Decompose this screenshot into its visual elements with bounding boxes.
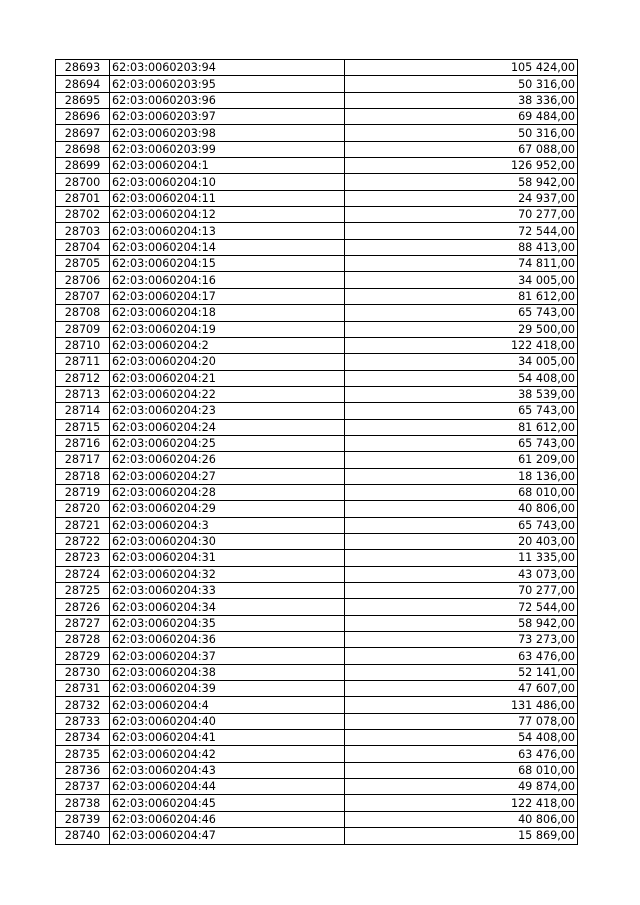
row-number-cell: 28730 <box>56 664 110 680</box>
cadastral-number-cell: 62:03:0060204:38 <box>110 664 345 680</box>
table-row <box>56 517 578 533</box>
cadastral-number-cell: 62:03:0060204:1 <box>110 158 345 174</box>
cadastral-number-cell: 62:03:0060204:35 <box>110 615 345 631</box>
value-cell: 20 403,00 <box>345 533 578 549</box>
cadastral-number-cell: 62:03:0060204:33 <box>110 583 345 599</box>
table-row <box>56 681 578 697</box>
row-number-cell: 28727 <box>56 615 110 631</box>
row-number-cell: 28716 <box>56 435 110 451</box>
table-row <box>56 354 578 370</box>
row-number-cell: 28704 <box>56 239 110 255</box>
cadastral-number-cell: 62:03:0060203:98 <box>110 125 345 141</box>
cadastral-number-cell: 62:03:0060204:31 <box>110 550 345 566</box>
row-number-cell: 28711 <box>56 354 110 370</box>
row-number-cell: 28697 <box>56 125 110 141</box>
value-cell: 58 942,00 <box>345 615 578 631</box>
table-row <box>56 730 578 746</box>
value-cell: 126 952,00 <box>345 158 578 174</box>
row-number-cell: 28722 <box>56 533 110 549</box>
table-row <box>56 664 578 680</box>
cadastral-value-table <box>55 59 578 845</box>
cadastral-number-cell: 62:03:0060204:2 <box>110 337 345 353</box>
row-number-cell: 28707 <box>56 288 110 304</box>
cadastral-number-cell: 62:03:0060204:28 <box>110 484 345 500</box>
table-row <box>56 76 578 92</box>
value-cell: 131 486,00 <box>345 697 578 713</box>
table-row <box>56 599 578 615</box>
cadastral-number-cell: 62:03:0060204:20 <box>110 354 345 370</box>
cadastral-number-cell: 62:03:0060204:29 <box>110 501 345 517</box>
cadastral-number-cell: 62:03:0060204:11 <box>110 190 345 206</box>
cadastral-number-cell: 62:03:0060204:26 <box>110 452 345 468</box>
table-row <box>56 60 578 76</box>
row-number-cell: 28734 <box>56 730 110 746</box>
cadastral-number-cell: 62:03:0060204:16 <box>110 272 345 288</box>
table-row <box>56 370 578 386</box>
value-cell: 81 612,00 <box>345 419 578 435</box>
cadastral-number-cell: 62:03:0060204:43 <box>110 762 345 778</box>
value-cell: 88 413,00 <box>345 239 578 255</box>
row-number-cell: 28729 <box>56 648 110 664</box>
value-cell: 72 544,00 <box>345 599 578 615</box>
row-number-cell: 28694 <box>56 76 110 92</box>
value-cell: 49 874,00 <box>345 779 578 795</box>
table-row <box>56 697 578 713</box>
row-number-cell: 28735 <box>56 746 110 762</box>
value-cell: 70 277,00 <box>345 207 578 223</box>
table-row <box>56 583 578 599</box>
cadastral-number-cell: 62:03:0060204:22 <box>110 386 345 402</box>
table-row <box>56 403 578 419</box>
row-number-cell: 28731 <box>56 681 110 697</box>
value-cell: 105 424,00 <box>345 60 578 76</box>
cadastral-number-cell: 62:03:0060204:19 <box>110 321 345 337</box>
table-row <box>56 158 578 174</box>
row-number-cell: 28719 <box>56 484 110 500</box>
row-number-cell: 28702 <box>56 207 110 223</box>
table-row <box>56 321 578 337</box>
value-cell: 65 743,00 <box>345 435 578 451</box>
table-row <box>56 795 578 811</box>
value-cell: 15 869,00 <box>345 828 578 844</box>
cadastral-number-cell: 62:03:0060204:3 <box>110 517 345 533</box>
value-cell: 61 209,00 <box>345 452 578 468</box>
value-cell: 34 005,00 <box>345 354 578 370</box>
cadastral-number-cell: 62:03:0060204:27 <box>110 468 345 484</box>
row-number-cell: 28698 <box>56 141 110 157</box>
cadastral-number-cell: 62:03:0060204:46 <box>110 811 345 827</box>
cadastral-number-cell: 62:03:0060204:21 <box>110 370 345 386</box>
row-number-cell: 28708 <box>56 305 110 321</box>
row-number-cell: 28726 <box>56 599 110 615</box>
value-cell: 38 539,00 <box>345 386 578 402</box>
value-cell: 54 408,00 <box>345 730 578 746</box>
cadastral-number-cell: 62:03:0060204:40 <box>110 713 345 729</box>
value-cell: 72 544,00 <box>345 223 578 239</box>
value-cell: 65 743,00 <box>345 305 578 321</box>
value-cell: 69 484,00 <box>345 109 578 125</box>
value-cell: 70 277,00 <box>345 583 578 599</box>
table-row <box>56 615 578 631</box>
row-number-cell: 28740 <box>56 828 110 844</box>
table-row <box>56 484 578 500</box>
table-row <box>56 762 578 778</box>
table-row <box>56 239 578 255</box>
table-row <box>56 109 578 125</box>
table-row <box>56 452 578 468</box>
row-number-cell: 28712 <box>56 370 110 386</box>
value-cell: 77 078,00 <box>345 713 578 729</box>
cadastral-number-cell: 62:03:0060204:24 <box>110 419 345 435</box>
value-cell: 63 476,00 <box>345 746 578 762</box>
value-cell: 47 607,00 <box>345 681 578 697</box>
table-row <box>56 501 578 517</box>
row-number-cell: 28739 <box>56 811 110 827</box>
value-cell: 68 010,00 <box>345 484 578 500</box>
table-row <box>56 256 578 272</box>
table-row <box>56 713 578 729</box>
row-number-cell: 28724 <box>56 566 110 582</box>
cadastral-number-cell: 62:03:0060204:39 <box>110 681 345 697</box>
value-cell: 58 942,00 <box>345 174 578 190</box>
value-cell: 54 408,00 <box>345 370 578 386</box>
value-cell: 50 316,00 <box>345 125 578 141</box>
value-cell: 63 476,00 <box>345 648 578 664</box>
table-row <box>56 811 578 827</box>
cadastral-number-cell: 62:03:0060204:41 <box>110 730 345 746</box>
row-number-cell: 28733 <box>56 713 110 729</box>
row-number-cell: 28728 <box>56 632 110 648</box>
row-number-cell: 28700 <box>56 174 110 190</box>
row-number-cell: 28705 <box>56 256 110 272</box>
cadastral-number-cell: 62:03:0060204:47 <box>110 828 345 844</box>
cadastral-number-cell: 62:03:0060204:45 <box>110 795 345 811</box>
value-cell: 11 335,00 <box>345 550 578 566</box>
cadastral-number-cell: 62:03:0060204:36 <box>110 632 345 648</box>
row-number-cell: 28725 <box>56 583 110 599</box>
row-number-cell: 28706 <box>56 272 110 288</box>
cadastral-number-cell: 62:03:0060204:44 <box>110 779 345 795</box>
cadastral-number-cell: 62:03:0060204:25 <box>110 435 345 451</box>
row-number-cell: 28723 <box>56 550 110 566</box>
cadastral-number-cell: 62:03:0060204:4 <box>110 697 345 713</box>
value-cell: 122 418,00 <box>345 795 578 811</box>
table-row <box>56 550 578 566</box>
table-row <box>56 141 578 157</box>
cadastral-number-cell: 62:03:0060204:42 <box>110 746 345 762</box>
table-row <box>56 468 578 484</box>
cadastral-number-cell: 62:03:0060204:32 <box>110 566 345 582</box>
cadastral-number-cell: 62:03:0060204:30 <box>110 533 345 549</box>
row-number-cell: 28709 <box>56 321 110 337</box>
table-row <box>56 288 578 304</box>
row-number-cell: 28714 <box>56 403 110 419</box>
value-cell: 43 073,00 <box>345 566 578 582</box>
value-cell: 65 743,00 <box>345 517 578 533</box>
value-cell: 81 612,00 <box>345 288 578 304</box>
value-cell: 40 806,00 <box>345 811 578 827</box>
row-number-cell: 28699 <box>56 158 110 174</box>
cadastral-number-cell: 62:03:0060203:95 <box>110 76 345 92</box>
cadastral-number-cell: 62:03:0060204:18 <box>110 305 345 321</box>
table-row <box>56 779 578 795</box>
table-row <box>56 305 578 321</box>
cadastral-number-cell: 62:03:0060204:15 <box>110 256 345 272</box>
table-body <box>56 60 578 845</box>
row-number-cell: 28720 <box>56 501 110 517</box>
value-cell: 18 136,00 <box>345 468 578 484</box>
row-number-cell: 28718 <box>56 468 110 484</box>
cadastral-number-cell: 62:03:0060203:96 <box>110 92 345 108</box>
value-cell: 52 141,00 <box>345 664 578 680</box>
table-row <box>56 632 578 648</box>
cadastral-number-cell: 62:03:0060203:94 <box>110 60 345 76</box>
value-cell: 38 336,00 <box>345 92 578 108</box>
row-number-cell: 28710 <box>56 337 110 353</box>
table-row <box>56 207 578 223</box>
value-cell: 24 937,00 <box>345 190 578 206</box>
table-row <box>56 223 578 239</box>
table-row <box>56 566 578 582</box>
cadastral-number-cell: 62:03:0060204:34 <box>110 599 345 615</box>
cadastral-number-cell: 62:03:0060204:10 <box>110 174 345 190</box>
row-number-cell: 28738 <box>56 795 110 811</box>
value-cell: 50 316,00 <box>345 76 578 92</box>
row-number-cell: 28715 <box>56 419 110 435</box>
cadastral-number-cell: 62:03:0060204:14 <box>110 239 345 255</box>
row-number-cell: 28693 <box>56 60 110 76</box>
table-row <box>56 828 578 844</box>
value-cell: 74 811,00 <box>345 256 578 272</box>
table-row <box>56 435 578 451</box>
cadastral-number-cell: 62:03:0060204:23 <box>110 403 345 419</box>
document-page <box>55 59 577 845</box>
cadastral-number-cell: 62:03:0060204:17 <box>110 288 345 304</box>
value-cell: 68 010,00 <box>345 762 578 778</box>
table-row <box>56 272 578 288</box>
value-cell: 34 005,00 <box>345 272 578 288</box>
row-number-cell: 28717 <box>56 452 110 468</box>
row-number-cell: 28736 <box>56 762 110 778</box>
table-row <box>56 190 578 206</box>
row-number-cell: 28695 <box>56 92 110 108</box>
value-cell: 67 088,00 <box>345 141 578 157</box>
row-number-cell: 28737 <box>56 779 110 795</box>
value-cell: 29 500,00 <box>345 321 578 337</box>
row-number-cell: 28721 <box>56 517 110 533</box>
value-cell: 73 273,00 <box>345 632 578 648</box>
cadastral-number-cell: 62:03:0060204:12 <box>110 207 345 223</box>
value-cell: 40 806,00 <box>345 501 578 517</box>
table-row <box>56 648 578 664</box>
table-row <box>56 92 578 108</box>
table-row <box>56 533 578 549</box>
table-row <box>56 386 578 402</box>
cadastral-number-cell: 62:03:0060204:37 <box>110 648 345 664</box>
value-cell: 65 743,00 <box>345 403 578 419</box>
cadastral-number-cell: 62:03:0060203:97 <box>110 109 345 125</box>
table-row <box>56 125 578 141</box>
row-number-cell: 28732 <box>56 697 110 713</box>
table-row <box>56 419 578 435</box>
cadastral-number-cell: 62:03:0060203:99 <box>110 141 345 157</box>
row-number-cell: 28696 <box>56 109 110 125</box>
row-number-cell: 28701 <box>56 190 110 206</box>
table-row <box>56 174 578 190</box>
table-row <box>56 337 578 353</box>
row-number-cell: 28703 <box>56 223 110 239</box>
cadastral-number-cell: 62:03:0060204:13 <box>110 223 345 239</box>
table-row <box>56 746 578 762</box>
row-number-cell: 28713 <box>56 386 110 402</box>
value-cell: 122 418,00 <box>345 337 578 353</box>
